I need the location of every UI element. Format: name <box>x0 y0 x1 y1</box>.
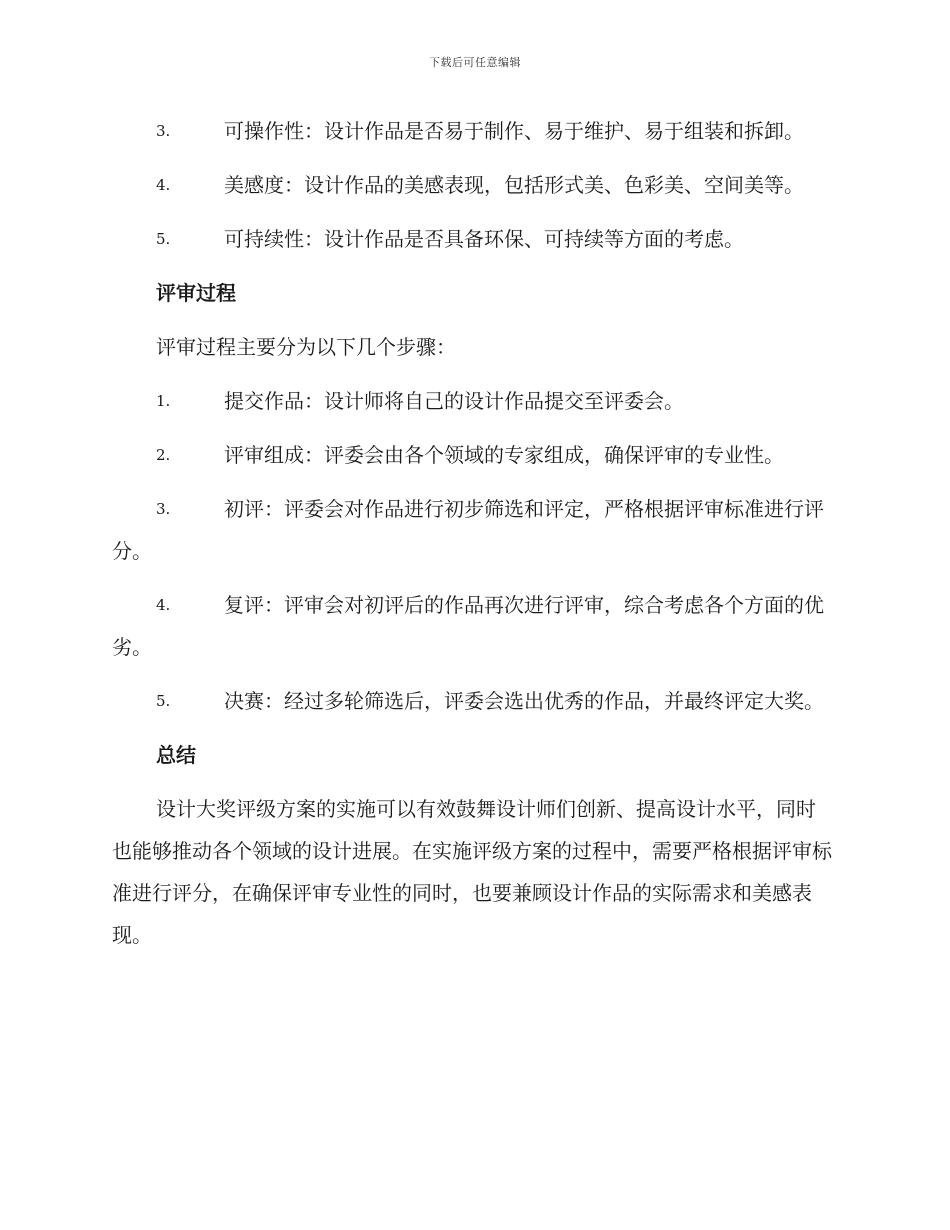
list-number: 5. <box>156 230 171 248</box>
list-item-text: 初评：评委会对作品进行初步筛选和评定，严格根据评审标准进行评分。 <box>112 497 824 563</box>
list-number: 1. <box>156 392 171 410</box>
list-number: 2. <box>156 446 171 464</box>
list-item-text: 决赛：经过多轮筛选后，评委会选出优秀的作品，并最终评定大奖。 <box>224 689 824 713</box>
document-body <box>112 110 834 956</box>
review-step-4 <box>112 584 834 668</box>
list-item-text: 评审组成：评委会由各个领域的专家组成，确保评审的专业性。 <box>224 443 784 467</box>
list-item-text: 可操作性：设计作品是否易于制作、易于维护、易于组装和拆卸。 <box>224 119 804 143</box>
summary-paragraph: 设计大奖评级方案的实施可以有效鼓舞设计师们创新、提高设计水平，同时也能够推动各个领域的设计进展。在实施评级方案的过程中，需要严格根据评审标准进行评分，在确保评审专业性的同时，也要兼顾设计作品的实际需求和美感表现。 <box>112 797 832 947</box>
review-step-3 <box>112 488 834 572</box>
review-step-2 <box>112 434 834 476</box>
list-number: 4. <box>156 596 171 614</box>
list-number: 4. <box>156 176 171 194</box>
criteria-item-3 <box>112 110 834 152</box>
review-process-intro: 评审过程主要分为以下几个步骤： <box>156 335 456 359</box>
list-item-text: 复评：评审会对初评后的作品再次进行评审，综合考虑各个方面的优劣。 <box>112 593 824 659</box>
list-number: 3. <box>156 500 171 518</box>
summary-heading: 总结 <box>156 743 196 767</box>
review-process-heading: 评审过程 <box>156 281 236 305</box>
list-number: 3. <box>156 122 171 140</box>
criteria-item-4 <box>112 164 834 206</box>
list-item-text: 提交作品：设计师将自己的设计作品提交至评委会。 <box>224 389 684 413</box>
list-item-text: 可持续性：设计作品是否具备环保、可持续等方面的考虑。 <box>224 227 744 251</box>
review-step-5 <box>112 680 834 722</box>
list-number: 5. <box>156 692 171 710</box>
review-step-1 <box>112 380 834 422</box>
page-header-note: 下载后可任意编辑 <box>429 56 521 69</box>
criteria-item-5 <box>112 218 834 260</box>
list-item-text: 美感度：设计作品的美感表现，包括形式美、色彩美、空间美等。 <box>224 173 804 197</box>
